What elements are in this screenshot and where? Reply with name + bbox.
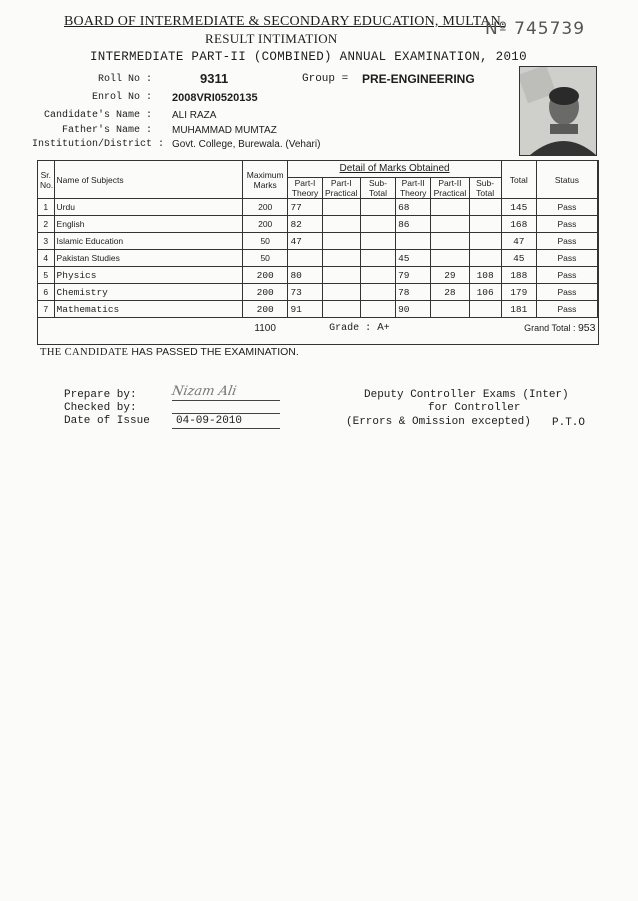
p1-practical-header: Part-I Practical [322,178,360,199]
max-cell: 50 [242,250,288,267]
checked-by-label: Checked by: [64,402,137,414]
p1-theory-cell: 73 [288,284,322,301]
p1-subtotal-cell [360,233,395,250]
p1-subtotal-cell [360,284,395,301]
max-cell: 50 [242,233,288,250]
max-cell: 200 [242,216,288,233]
institution-value: Govt. College, Burewala. (Vehari) [172,139,321,150]
p2-theory-cell: 68 [396,199,431,216]
status-cell: Pass [536,284,597,301]
document-title: RESULT INTIMATION [205,31,338,46]
candidate-photo [519,66,597,156]
prepared-line [172,400,280,401]
for-controller: for Controller [428,402,521,414]
status-cell: Pass [536,216,597,233]
p1-practical-cell [322,284,360,301]
errors-omission: (Errors & Omission excepted) [346,416,531,428]
candidate-name-label: Candidate's Name : [43,110,152,121]
table-row [38,301,598,318]
status-cell: Pass [536,233,597,250]
p2-practical-cell [431,301,469,318]
p2-practical-cell [431,216,469,233]
subject-cell: Urdu [54,199,242,216]
grand-total [431,318,598,339]
p1-theory-cell: 47 [288,233,322,250]
total-cell: 181 [501,301,536,318]
checked-line [172,413,280,414]
sr-cell: 7 [38,301,55,318]
p1-theory-cell: 91 [288,301,322,318]
roll-value: 9311 [200,71,229,86]
p1-practical-cell [322,233,360,250]
enrol-value: 2008VRI0520135 [172,92,258,104]
p2-practical-cell: 29 [431,267,469,284]
date-of-issue-label: Date of Issue [64,415,150,427]
prepared-signature: Nizam Ali [170,384,238,399]
p2-practical-header: Part-II Practical [431,178,469,199]
p1-theory-cell [288,250,322,267]
p1-subtotal-cell [360,216,395,233]
grade-label: Grade : [329,323,378,334]
p1-subtotal-cell [360,250,395,267]
total-cell: 145 [501,199,536,216]
p2-theory-cell: 79 [396,267,431,284]
total-cell: 47 [501,233,536,250]
father-name-label: Father's Name : [61,125,152,136]
sr-cell: 3 [38,233,55,250]
subject-header: Name of Subjects [54,161,242,199]
group-label: Group = [302,73,349,85]
board-title: BOARD OF INTERMEDIATE & SECONDARY EDUCATION, MULTAN. [64,14,505,29]
prepared-by-label: Prepare by: [64,389,137,401]
result-statement [40,346,299,358]
p2-theory-cell: 45 [396,250,431,267]
table-header-row-1 [38,161,598,178]
status-header: Status [536,161,597,199]
p2-practical-cell [431,250,469,267]
father-name-value: MUHAMMAD MUMTAZ [172,125,277,136]
table-row [38,250,598,267]
max-total: 1100 [254,322,276,334]
total-cell: 168 [501,216,536,233]
table-row [38,199,598,216]
total-header: Total [501,161,536,199]
table-row [38,267,598,284]
sr-header: Sr. No. [38,161,55,199]
sr-cell: 2 [38,216,55,233]
p1-theory-header: Part-I Theory [288,178,322,199]
table-row [38,216,598,233]
p2-theory-cell: 90 [396,301,431,318]
serial-number: Nº 745739 [485,19,586,39]
status-cell: Pass [536,301,597,318]
p1-subtotal-cell [360,301,395,318]
candidate-photo-image [520,67,596,155]
p2-subtotal-cell [469,301,501,318]
candidate-name-value: ALI RAZA [172,110,217,121]
p2-practical-cell [431,233,469,250]
total-cell: 179 [501,284,536,301]
grade [288,318,431,339]
status-cell: Pass [536,199,597,216]
sr-cell: 6 [38,284,55,301]
subject-cell: English [54,216,242,233]
total-cell: 188 [501,267,536,284]
p1-subtotal-cell [360,199,395,216]
table-row [38,233,598,250]
p2-subtotal-cell [469,250,501,267]
p2-subtotal-cell [469,233,501,250]
p1-practical-cell [322,301,360,318]
p2-subtotal-cell: 108 [469,267,501,284]
max-cell: 200 [242,267,288,284]
grand-total-row [38,318,598,339]
p1-subtotal-header: Sub- Total [360,178,395,199]
sr-cell: 4 [38,250,55,267]
marks-table [37,160,598,338]
p1-theory-cell: 77 [288,199,322,216]
p2-practical-cell [431,199,469,216]
deputy-controller: Deputy Controller Exams (Inter) [364,389,569,401]
p2-subtotal-cell: 106 [469,284,501,301]
institution-label: Institution/District : [32,139,165,150]
max-cell: 200 [242,301,288,318]
result-text: HAS PASSED THE EXAMINATION. [131,346,299,358]
p2-subtotal-cell [469,199,501,216]
p1-practical-cell [322,250,360,267]
max-marks-header: Maximum Marks [242,161,288,199]
p2-theory-header: Part-II Theory [396,178,431,199]
grand-total-value: 953 [577,322,596,334]
subject-cell: Physics [54,267,242,284]
group-value: PRE-ENGINEERING [362,72,475,86]
p1-theory-cell: 80 [288,267,322,284]
grand-total-label: Grand Total : [524,323,578,333]
detail-header: Detail of Marks Obtained [288,161,501,178]
roll-label: Roll No : [97,74,152,85]
enrol-label: Enrol No : [91,92,152,103]
p2-theory-cell: 86 [396,216,431,233]
exam-title: INTERMEDIATE PART-II (COMBINED) ANNUAL EXAMINATION, 2010 [90,50,527,64]
p2-practical-cell: 28 [431,284,469,301]
p1-subtotal-cell [360,267,395,284]
max-cell: 200 [242,199,288,216]
p1-practical-cell [322,267,360,284]
status-cell: Pass [536,250,597,267]
subject-cell: Islamic Education [54,233,242,250]
subject-cell: Pakistan Studies [54,250,242,267]
pto: P.T.O [552,417,586,429]
date-of-issue-value: 04-09-2010 [176,415,243,427]
p2-theory-cell: 78 [396,284,431,301]
result-prefix: THE CANDIDATE [40,347,132,358]
total-cell: 45 [501,250,536,267]
max-cell: 200 [242,284,288,301]
p1-theory-cell: 82 [288,216,322,233]
sr-cell: 1 [38,199,55,216]
date-line [172,428,280,429]
sr-cell: 5 [38,267,55,284]
subject-cell: Mathematics [54,301,242,318]
table-row [38,284,598,301]
grade-value: A+ [377,322,390,333]
status-cell: Pass [536,267,597,284]
p2-subtotal-header: Sub- Total [469,178,501,199]
p2-theory-cell [396,233,431,250]
subject-cell: Chemistry [54,284,242,301]
p1-practical-cell [322,216,360,233]
p1-practical-cell [322,199,360,216]
p2-subtotal-cell [469,216,501,233]
